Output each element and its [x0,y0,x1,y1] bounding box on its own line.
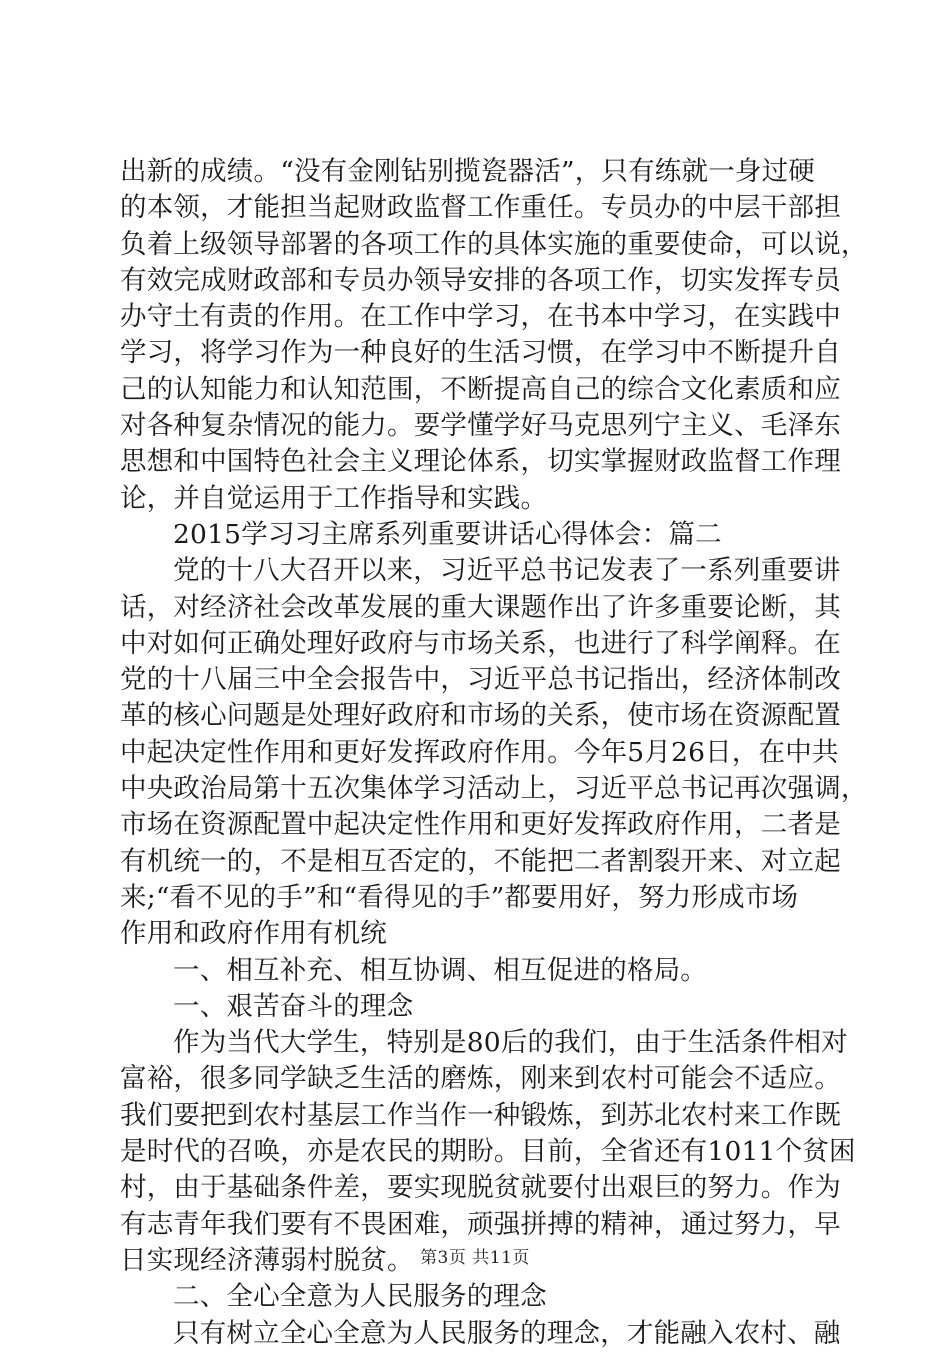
text-line: 我们要把到农村基层工作当作一种锻炼，到苏北农村来工作既 [120,1099,841,1131]
text-line: 己的认知能力和认知范围，不断提高自己的综合文化素质和应 [120,373,841,405]
text-line: 中起决定性作用和更好发挥政府作用。今年5月26日，在中共 [120,736,839,768]
text-line: 作用和政府作用有机统 [120,918,387,950]
text-line: 话，对经济社会改革发展的重大课题作出了许多重要论断，其 [120,591,841,623]
text-line: 作为当代大学生，特别是80后的我们，由于生活条件相对 [173,1027,848,1059]
text-line: 的本领，才能担当起财政监督工作重任。专员办的中层干部担 [120,192,841,224]
text-line: 中央政治局第十五次集体学习活动上，习近平总书记再次强调， [120,773,868,805]
text-line: 市场在资源配置中起决定性作用和更好发挥政府作用，二者是 [120,809,841,841]
body-text [120,154,868,1352]
text-line: 党的十八大召开以来，习近平总书记发表了一系列重要讲 [173,555,841,587]
text-line: 来;“看不见的手”和“看得见的手”都要用好，努力形成市场 [120,881,799,913]
text-line: 负着上级领导部署的各项工作的具体实施的重要使命，可以说， [120,228,868,260]
text-line: 富裕，很多同学缺乏生活的磨炼，刚来到农村可能会不适应。 [120,1063,841,1095]
section-heading: 一、艰苦奋斗的理念 [173,990,414,1022]
text-line: 学习，将学习作为一种良好的生活习惯，在学习中不断提升自 [120,337,841,369]
text-line: 中对如何正确处理好政府与市场关系，也进行了科学阐释。在 [120,627,841,659]
text-line: 论，并自觉运用于工作指导和实践。 [120,482,548,514]
text-line: 村，由于基础条件差，要实现脱贫就要付出艰巨的努力。作为 [120,1172,841,1204]
text-line: 有机统一的，不是相互否定的，不能把二者割裂开来、对立起 [120,845,841,877]
text-line: 出新的成绩。“没有金刚钻别揽瓷器活”，只有练就一身过硬 [120,156,815,187]
page-number: 第3页 共11页 [420,1248,530,1268]
text-line: 对各种复杂情况的能力。要学懂学好马克思列宁主义、毛泽东 [120,410,841,442]
section-heading: 2015学习习主席系列重要讲话心得体会：篇二 [173,518,722,550]
text-line: 只有树立全心全意为人民服务的理念，才能融入农村、融 [173,1317,841,1349]
text-line: 党的十八届三中全会报告中，习近平总书记指出，经济体制改 [120,664,841,696]
text-line: 办守土有责的作用。在工作中学习，在书本中学习，在实践中 [120,301,841,333]
text-line: 日实现经济薄弱村脱贫。 [120,1244,414,1276]
text-line: 革的核心问题是处理好政府和市场的关系，使市场在资源配置 [120,700,841,732]
text-line: 思想和中国特色社会主义理论体系，切实掌握财政监督工作理 [120,446,841,478]
section-heading: 二、全心全意为人民服务的理念 [173,1281,547,1313]
text-line: 有志青年我们要有不畏困难，顽强拼搏的精神，通过努力，早 [120,1208,841,1240]
text-line: 有效完成财政部和专员办领导安排的各项工作，切实发挥专员 [120,264,841,296]
text-line: 是时代的召唤，亦是农民的期盼。目前，全省还有1011个贫困 [120,1136,856,1168]
text-line: 一、相互补充、相互协调、相互促进的格局。 [173,954,707,986]
